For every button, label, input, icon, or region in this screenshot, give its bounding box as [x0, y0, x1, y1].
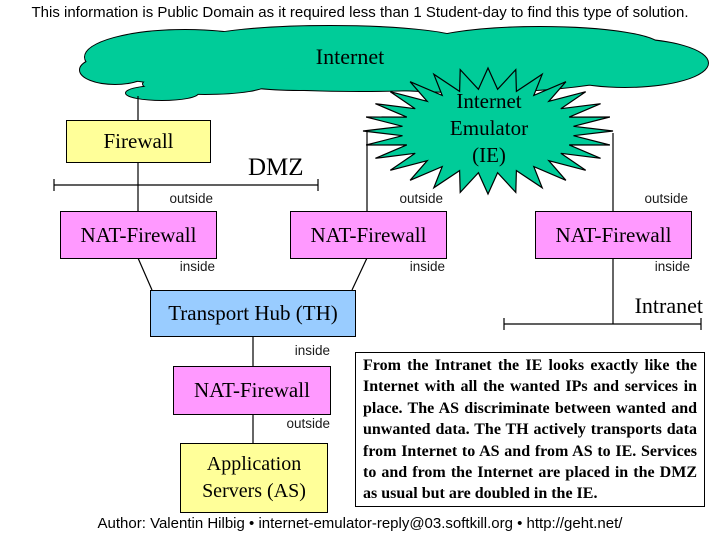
internet-cloud-label: Internet	[315, 44, 385, 69]
firewall-box	[66, 120, 211, 163]
dmz-label: DMZ	[248, 154, 304, 181]
transport-hub-label: Transport Hub (TH)	[168, 301, 338, 325]
application-servers-label-line1: Application	[206, 453, 302, 475]
description-note-box	[355, 352, 705, 507]
internet-emulator-label	[379, 88, 599, 169]
nat-firewall-label: NAT-Firewall	[310, 222, 427, 247]
transport-hub-box	[150, 290, 356, 337]
nat-firewall-label: NAT-Firewall	[555, 222, 672, 247]
intranet-label: Intranet	[634, 293, 703, 318]
port-label-inside-th: inside	[294, 343, 330, 358]
nat-firewall-box-right	[535, 211, 692, 259]
ie-label-line3: (IE)	[472, 143, 506, 167]
nat-firewall-box-left	[60, 211, 217, 259]
port-label-inside-middle: inside	[409, 259, 445, 274]
author-credit-line: Author: Valentin Hilbig • internet-emulator-reply@03.softkill.org • http://geht.net/	[97, 515, 623, 532]
application-servers-box	[180, 443, 328, 513]
description-note-text: From the Intranet the IE looks exactly like the Internet with all the wanted IPs and services in place. The AS discriminate between wanted and unwanted data. The TH actively transports data from Internet to AS and from AS to IE. Services to and from the Internet are placed in the DMZ as usual but are doubled in the IE.	[363, 357, 697, 503]
port-label-inside-right: inside	[654, 259, 690, 274]
public-domain-disclaimer: This information is Public Domain as it required less than 1 Student-day to find this type of solution.	[31, 4, 689, 21]
port-label-inside-left: inside	[179, 259, 215, 274]
intranet-bus-line	[504, 318, 701, 330]
application-servers-label-line2: Servers (AS)	[202, 480, 306, 502]
port-label-outside-bottom: outside	[286, 416, 330, 431]
nat-firewall-label: NAT-Firewall	[80, 222, 197, 247]
ie-label-line2: Emulator	[449, 116, 529, 140]
nat-firewall-box-bottom	[173, 366, 331, 415]
port-label-outside-left: outside	[169, 191, 213, 206]
nat-firewall-label: NAT-Firewall	[194, 378, 310, 402]
firewall-label: Firewall	[103, 129, 174, 153]
nat-firewall-box-middle	[290, 211, 447, 259]
ie-label-line1: Internet	[456, 89, 522, 113]
port-label-outside-right: outside	[644, 191, 688, 206]
port-label-outside-middle: outside	[399, 191, 443, 206]
